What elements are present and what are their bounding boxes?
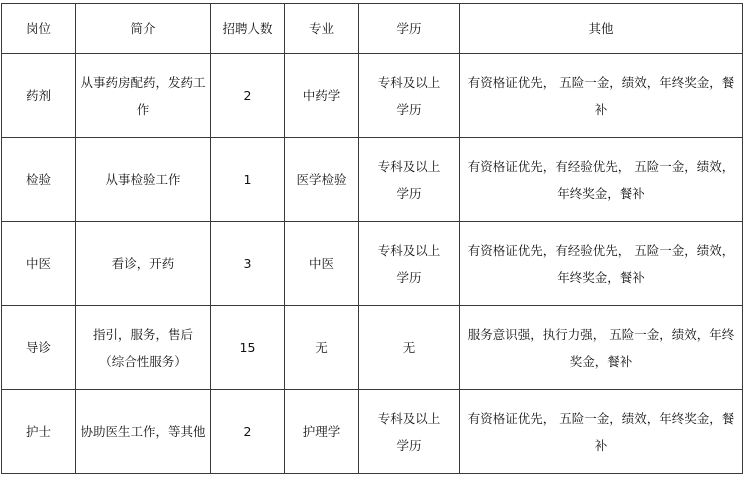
cell-count: 3 <box>211 222 285 306</box>
cell-text: 年终奖金，餐补 <box>557 185 645 201</box>
header-education: 学历 <box>359 4 460 54</box>
table-row <box>2 222 743 306</box>
cell-text: 专科及以上 <box>377 410 441 426</box>
cell-position: 检验 <box>2 138 76 222</box>
cell-text: 协助医生工作，等其他 <box>80 424 206 439</box>
cell-text: 无 <box>402 340 416 355</box>
cell-count: 15 <box>211 306 285 390</box>
recruitment-table <box>1 3 743 474</box>
cell-major: 中医 <box>285 222 359 306</box>
cell-text: 指引，服务，售后 <box>92 326 193 342</box>
table-header-row <box>2 4 743 54</box>
cell-text: 看诊，开药 <box>111 256 175 271</box>
cell-count: 1 <box>211 138 285 222</box>
cell-text: 服务意识强，执行力强， 五险一金，绩效，年终奖金，餐补 <box>467 326 735 369</box>
header-other: 其他 <box>460 4 743 54</box>
cell-count: 2 <box>211 390 285 474</box>
cell-text: 学历 <box>396 269 422 285</box>
cell-text: 学历 <box>396 437 422 453</box>
cell-text: 学历 <box>396 185 422 201</box>
cell-intro <box>76 138 211 222</box>
cell-position: 护士 <box>2 390 76 474</box>
cell-position: 药剂 <box>2 54 76 138</box>
cell-text: 有资格证优先， 五险一金，绩效，年终奖金，餐补 <box>467 410 735 453</box>
table-row <box>2 306 743 390</box>
cell-education <box>359 222 460 306</box>
cell-position: 中医 <box>2 222 76 306</box>
cell-education <box>359 306 460 390</box>
cell-text: 专科及以上 <box>377 158 441 174</box>
cell-text: 有资格证优先， 五险一金，绩效，年终奖金，餐补 <box>467 74 735 117</box>
cell-other <box>460 306 743 390</box>
table-row <box>2 390 743 474</box>
cell-other <box>460 390 743 474</box>
cell-major: 无 <box>285 306 359 390</box>
cell-text: 专科及以上 <box>377 242 441 258</box>
table-row <box>2 138 743 222</box>
header-position: 岗位 <box>2 4 76 54</box>
cell-intro <box>76 390 211 474</box>
header-intro: 简介 <box>76 4 211 54</box>
cell-other <box>460 138 743 222</box>
cell-education <box>359 138 460 222</box>
cell-major: 中药学 <box>285 54 359 138</box>
cell-other <box>460 54 743 138</box>
cell-text: 专科及以上 <box>377 74 441 90</box>
cell-text: 从事检验工作 <box>105 172 181 187</box>
cell-text: 从事药房配药，发药工作 <box>80 74 206 117</box>
cell-text: 有资格证优先，有经验优先， 五险一金，绩效，年终奖金，餐补 <box>467 242 735 285</box>
cell-education <box>359 390 460 474</box>
cell-text: 学历 <box>396 101 422 117</box>
cell-count: 2 <box>211 54 285 138</box>
cell-major: 医学检验 <box>285 138 359 222</box>
cell-intro <box>76 222 211 306</box>
cell-major: 护理学 <box>285 390 359 474</box>
table-row <box>2 54 743 138</box>
cell-other <box>460 222 743 306</box>
cell-education <box>359 54 460 138</box>
cell-position: 导诊 <box>2 306 76 390</box>
cell-text: （综合性服务） <box>99 353 187 369</box>
cell-text: 有资格证优先，有经验优先， 五险一金，绩效， <box>467 158 735 174</box>
header-count: 招聘人数 <box>211 4 285 54</box>
header-major: 专业 <box>285 4 359 54</box>
cell-intro <box>76 306 211 390</box>
cell-intro <box>76 54 211 138</box>
